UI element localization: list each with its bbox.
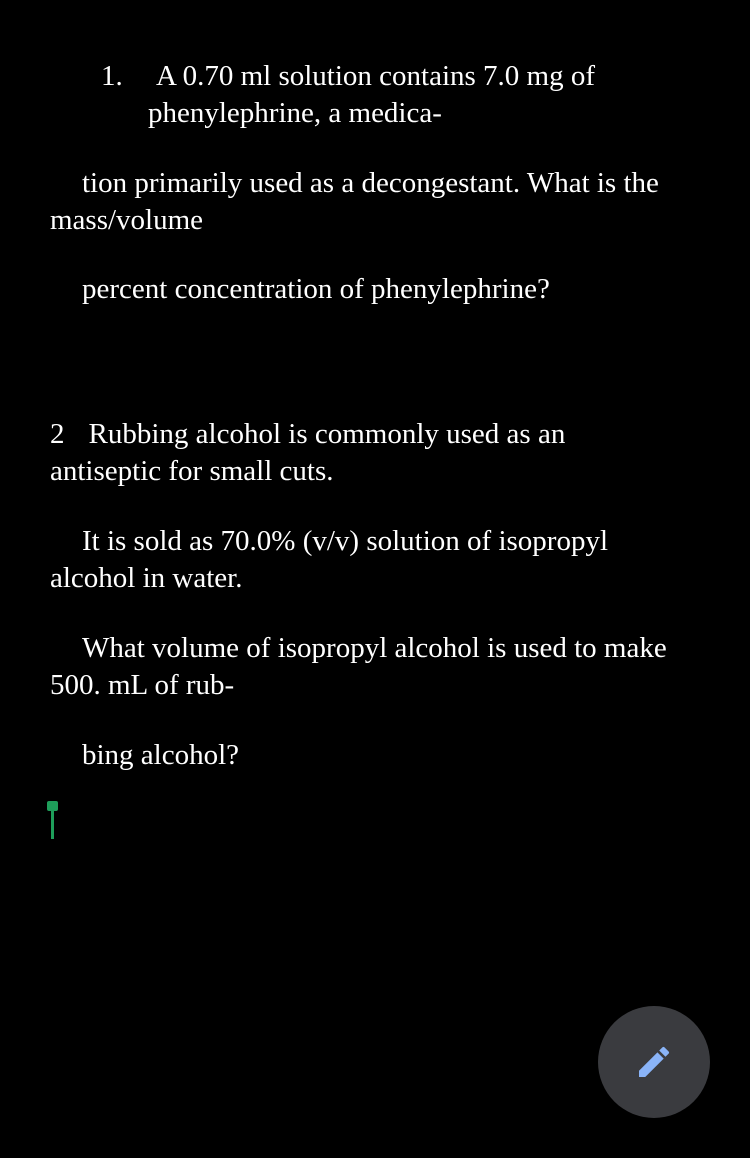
q2-paragraph-4: bing alcohol? (82, 739, 240, 771)
q2-paragraph-1-text: Rubbing alcohol is commonly used as an antiseptic for small cuts. (50, 418, 566, 487)
q2-number: 2 (50, 418, 65, 450)
edit-fab-button[interactable] (598, 1006, 710, 1118)
q1-paragraph-3: percent concentration of phenylephrine? (82, 273, 550, 305)
q1-line2: phenylephrine, a medica- (148, 97, 442, 129)
q1-number: 1. (101, 60, 123, 92)
cursor-bar (51, 809, 54, 839)
q1-line1: A 0.70 ml solution contains 7.0 mg of (156, 60, 596, 92)
q1-first-lines (148, 58, 716, 132)
q2-paragraph-2: It is sold as 70.0% (v/v) solution of isopropyl alcohol in water. (50, 525, 609, 594)
text-cursor-handle-icon[interactable] (47, 801, 58, 839)
q1-paragraph-2: tion primarily used as a decongestant. What is the mass/volume (50, 167, 659, 236)
q2-paragraph-3: What volume of isopropyl alcohol is used to make 500. mL of rub- (50, 632, 667, 701)
pencil-edit-icon (634, 1042, 674, 1082)
q2-paragraph-1 (50, 416, 650, 490)
